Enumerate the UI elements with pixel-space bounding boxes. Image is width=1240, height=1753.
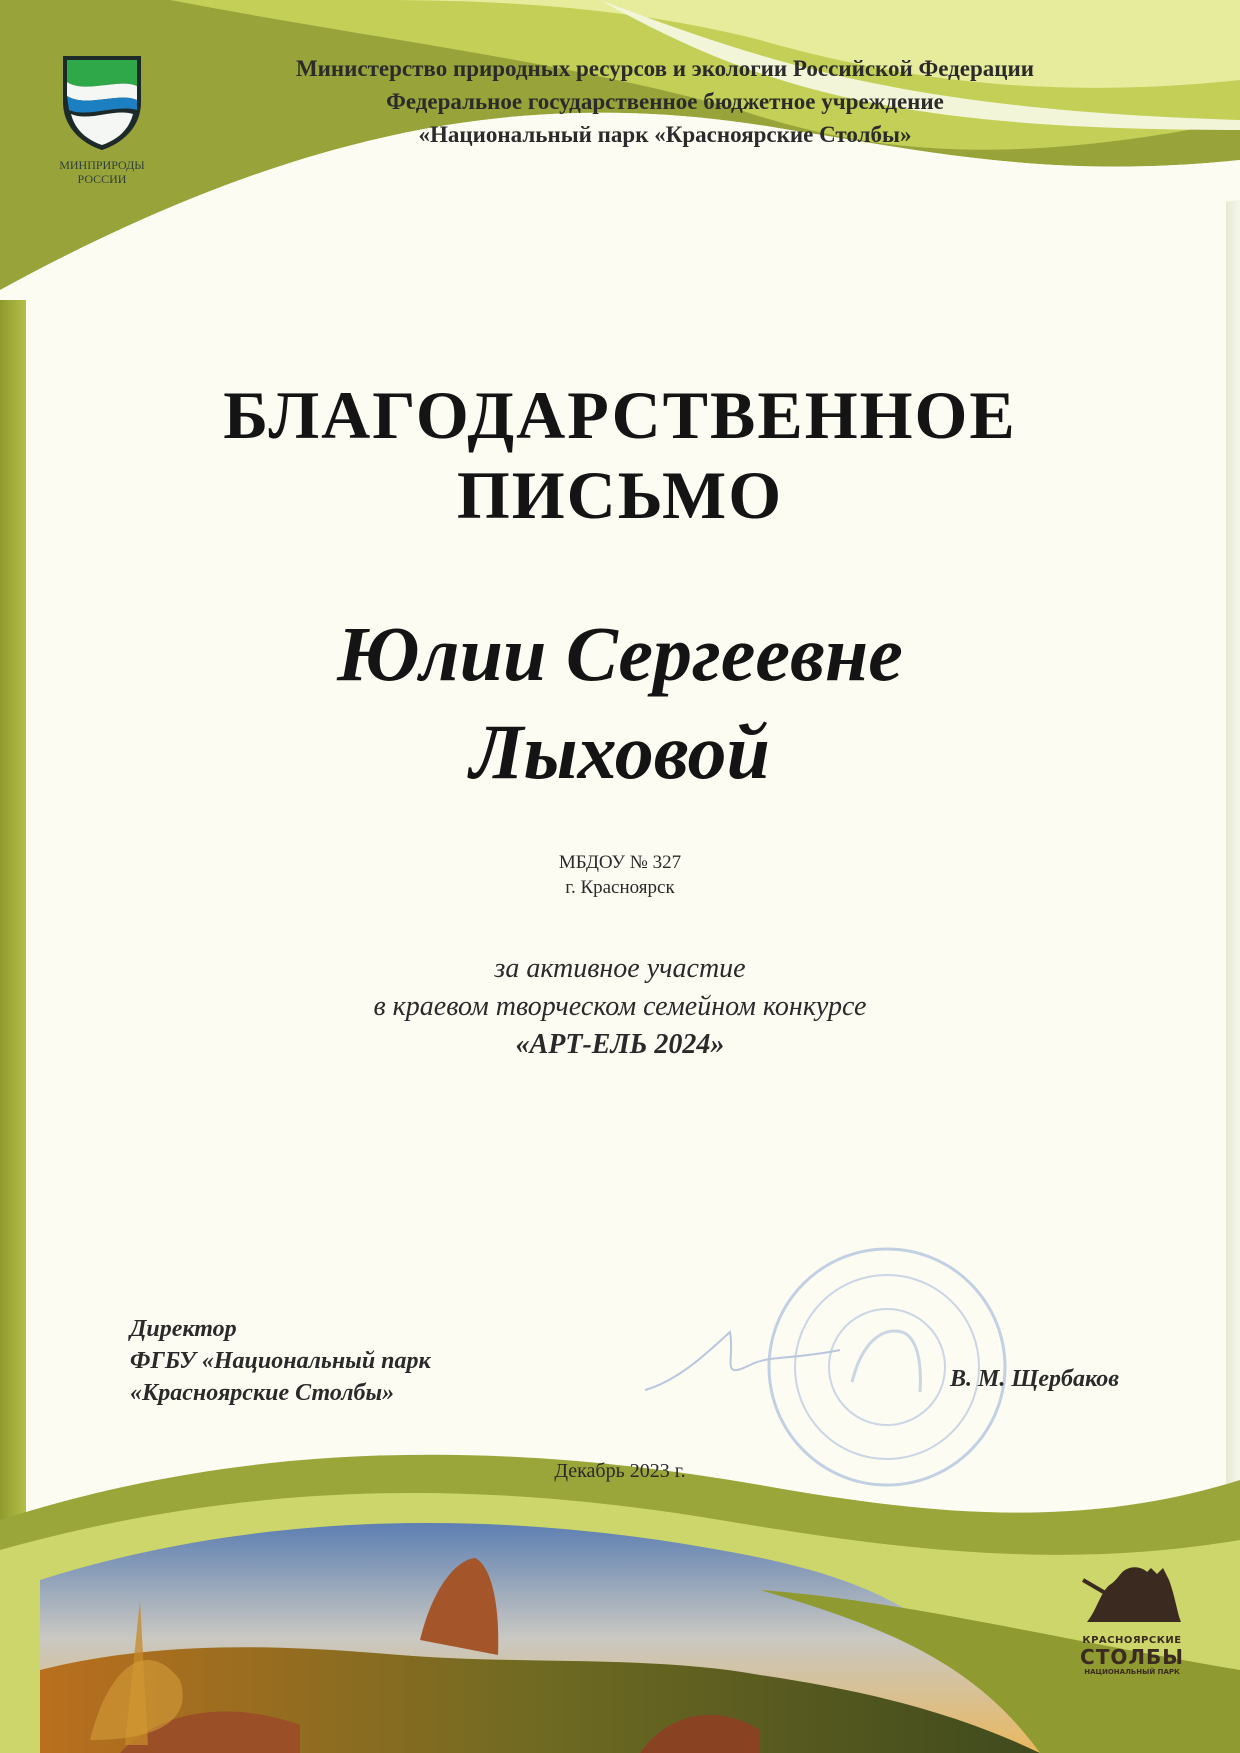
park-logo	[1062, 1550, 1202, 1676]
recipient-name	[0, 605, 1240, 801]
emblem-caption	[52, 158, 152, 186]
document-title	[0, 375, 1240, 535]
header-line-institution: Федеральное государственное бюджетное учреждение	[386, 89, 944, 114]
contest-name: «АРТ-ЕЛЬ 2024»	[515, 1029, 725, 1060]
recipient-line-2: Лыховой	[470, 708, 770, 795]
signatory-position	[130, 1313, 431, 1409]
title-line-1: БЛАГОДАРСТВЕННОЕ	[223, 377, 1017, 453]
emblem-caption-line-1: МИНПРИРОДЫ	[59, 158, 145, 172]
reason-line-2: в краевом творческом семейном конкурсе	[373, 991, 867, 1022]
award-reason	[0, 950, 1240, 1064]
organization-city: г. Красноярск	[565, 877, 675, 898]
park-logo-line-1: КРАСНОЯРСКИЕ	[1082, 1635, 1182, 1646]
signatory-name: В. М. Щербаков	[950, 1366, 1119, 1392]
recipient-line-1: Юлии Сергеевне	[337, 610, 903, 697]
ministry-emblem-icon	[59, 52, 145, 152]
position-line-2: ФГБУ «Национальный парк	[130, 1348, 431, 1374]
handwritten-signature	[640, 1320, 860, 1400]
title-line-2: ПИСЬМО	[456, 457, 784, 533]
park-logo-line-3: НАЦИОНАЛЬНЫЙ ПАРК	[1084, 1668, 1180, 1676]
issue-date: Декабрь 2023 г.	[554, 1460, 686, 1482]
header-line-park: «Национальный парк «Красноярские Столбы»	[418, 122, 912, 147]
issuer-header	[160, 52, 1170, 151]
header-line-ministry: Министерство природных ресурсов и экологии Российской Федерации	[295, 56, 1035, 81]
ministry-emblem	[52, 52, 152, 186]
emblem-caption-line-2: РОССИИ	[77, 172, 127, 186]
recipient-organization	[0, 850, 1240, 900]
park-logo-line-2: СТОЛБЫ	[1080, 1645, 1184, 1669]
reason-line-1: за активное участие	[494, 953, 746, 984]
park-rocks-icon	[1077, 1550, 1187, 1630]
position-line-3: «Красноярские Столбы»	[130, 1380, 395, 1406]
position-line-1: Директор	[130, 1316, 237, 1342]
bottom-landscape-decoration	[0, 1440, 1240, 1753]
organization-name: МБДОУ № 327	[558, 852, 682, 873]
